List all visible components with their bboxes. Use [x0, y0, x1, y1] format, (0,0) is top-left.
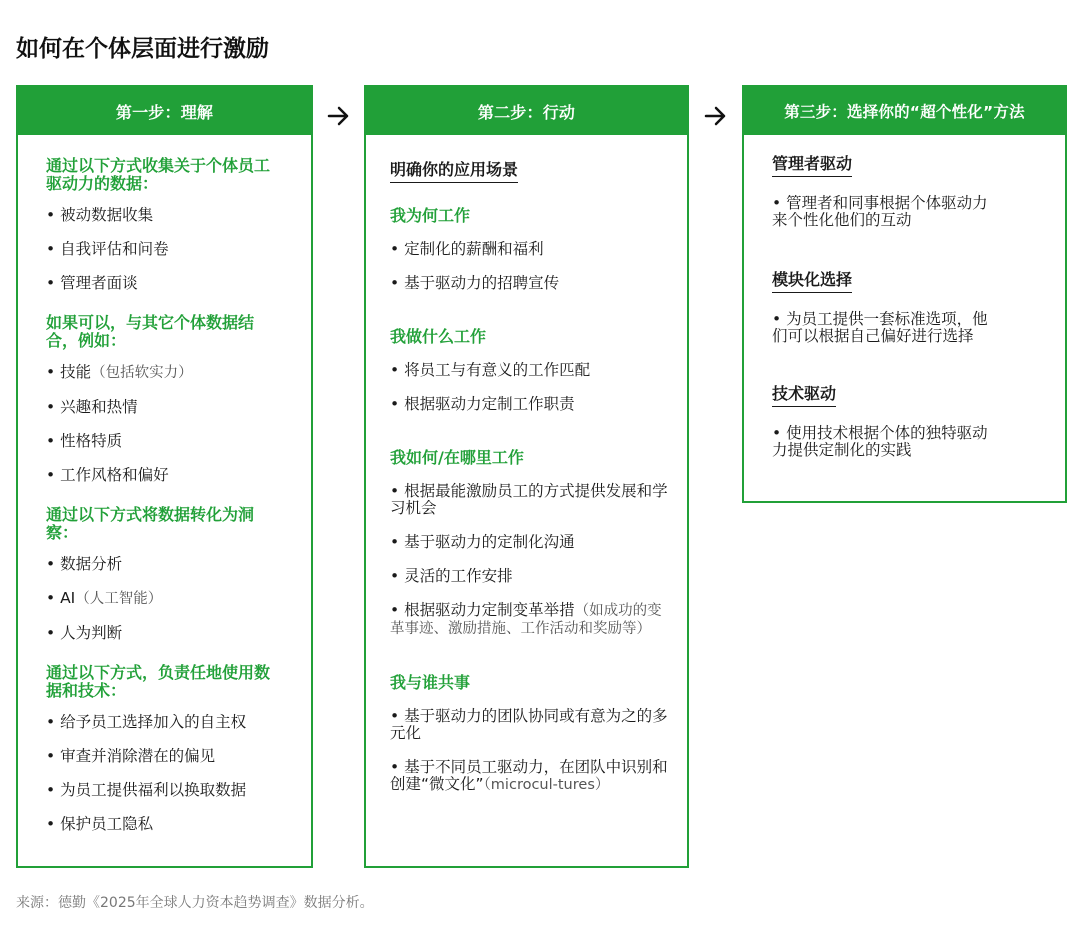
- list-item: • 人为判断: [46, 624, 123, 642]
- list-item: • AI（人工智能）: [46, 589, 163, 607]
- list-item: • 兴趣和热情: [46, 398, 138, 416]
- arrow-right-icon: [325, 102, 353, 130]
- list-item: • 被动数据收集: [46, 206, 154, 224]
- list-item: • 基于驱动力的招聘宣传: [390, 274, 560, 292]
- list-item: • 定制化的薪酬和福利: [390, 240, 544, 258]
- step2-group4-heading: 我与谁共事: [390, 673, 471, 692]
- list-item: • 保护员工隐私: [46, 815, 154, 833]
- list-item: • 灵活的工作安排: [390, 567, 513, 585]
- step2-panel: [364, 85, 689, 868]
- step1-header: 第一步：理解: [18, 87, 311, 135]
- step2-header: 第二步：行动: [366, 87, 687, 135]
- source-note: 来源：德勤《2025年全球人力资本趋势调查》数据分析。: [16, 895, 374, 911]
- arrow-right-icon: [702, 102, 730, 130]
- step3-option2-text: • 为员工提供一套标准选项，他们可以根据自己偏好进行选择: [772, 310, 988, 345]
- step1-section2-heading: 如果可以，与其它个体数据结合，例如：: [46, 313, 255, 350]
- step3-option3-heading: 技术驱动: [772, 381, 836, 407]
- list-item: • 技能（包括软实力）: [46, 363, 193, 381]
- step2-group3-heading: 我如何/在哪里工作: [390, 448, 524, 467]
- list-item: • 根据驱动力定制工作职责: [390, 395, 575, 413]
- list-item: • 工作风格和偏好: [46, 466, 169, 484]
- step2-group2-heading: 我做什么工作: [390, 327, 487, 346]
- step3-panel: [742, 85, 1067, 503]
- step3-option1-text: • 管理者和同事根据个体驱动力来个性化他们的互动: [772, 194, 988, 229]
- list-item: • 数据分析: [46, 555, 123, 573]
- step1-section4-heading: 通过以下方式，负责任地使用数据和技术：: [46, 663, 271, 700]
- list-item: • 基于驱动力的团队协同或有意为之的多元化: [390, 707, 668, 742]
- step2-group1-heading: 我为何工作: [390, 206, 471, 225]
- step1-section3-heading: 通过以下方式将数据转化为洞察：: [46, 505, 255, 542]
- page-title: 如何在个体层面进行激励: [16, 36, 269, 62]
- step1-section1-heading: 通过以下方式收集关于个体员工驱动力的数据：: [46, 156, 271, 193]
- list-item: • 性格特质: [46, 432, 123, 450]
- step3-option1-heading: 管理者驱动: [772, 151, 852, 177]
- step3-header: 第三步：选择你的“超个性化”方法: [744, 87, 1065, 135]
- list-item: • 管理者面谈: [46, 274, 138, 292]
- list-item: • 审查并消除潜在的偏见: [46, 747, 216, 765]
- step3-option3-text: • 使用技术根据个体的独特驱动力提供定制化的实践: [772, 424, 988, 459]
- step3-option2-heading: 模块化选择: [772, 267, 852, 293]
- list-item: • 根据驱动力定制变革举措（如成功的变革事迹、激励措施、工作活动和奖励等）: [390, 601, 662, 637]
- list-item: • 基于不同员工驱动力，在团队中识别和创建“微文化”（microcul-tures）: [390, 758, 668, 793]
- list-item: • 基于驱动力的定制化沟通: [390, 533, 575, 551]
- step2-intro: 明确你的应用场景: [390, 157, 518, 183]
- list-item: • 将员工与有意义的工作匹配: [390, 361, 591, 379]
- list-item: • 根据最能激励员工的方式提供发展和学习机会: [390, 482, 668, 517]
- list-item: • 自我评估和问卷: [46, 240, 169, 258]
- list-item: • 为员工提供福利以换取数据: [46, 781, 247, 799]
- step1-panel: [16, 85, 313, 868]
- list-item: • 给予员工选择加入的自主权: [46, 713, 247, 731]
